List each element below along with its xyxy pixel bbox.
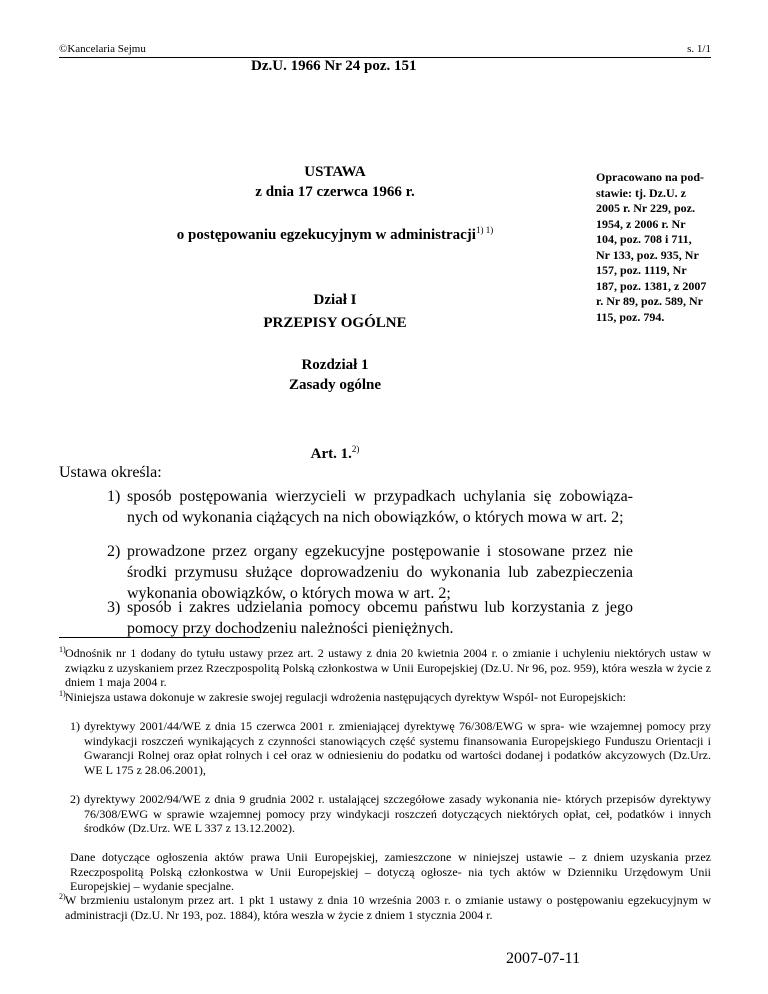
footnote-1: 1) Odnośnik nr 1 dodany do tytułu ustawy przez art. 2 ustawy z dnia 20 kwietnia 2004 r. o zmianie i uchyleniu niektórych ustaw w związku z uzyskaniem przez Rzeczpospolitą Polską członkostwa w Unii Europejskiej (Dz.U. Nr 96, poz. 959), która weszła w życie z dniem 1 maja 2004 r. bbox=[59, 645, 712, 689]
journal-reference: Dz.U. 1966 Nr 24 poz. 151 bbox=[251, 58, 417, 74]
directive-number: 1) bbox=[70, 719, 80, 733]
chapter-name: Zasady ogólne bbox=[288, 377, 382, 393]
footnote-marker: 1) bbox=[59, 689, 66, 698]
side-note-line: Opracowano na pod- bbox=[596, 170, 705, 184]
item-text: prowadzone przez organy egzekucyjne postępowanie i stosowane przez nie środki przymusu służące doprowadzeniu do wykonania lub zabezpieczenia wykonania obowiązków, o których mowa w art. 2; bbox=[127, 543, 633, 602]
side-note-line: r. Nr 89, poz. 589, Nr bbox=[596, 294, 703, 308]
footnote-marker: 1) bbox=[59, 645, 66, 654]
side-note bbox=[596, 170, 736, 325]
directive-number: 2) bbox=[70, 792, 80, 806]
act-subject-footnote-refs: 1) 1) bbox=[475, 225, 494, 235]
item-text: sposób i zakres udzielania pomocy obcemu państwu lub korzystania z jego pomocy przy dochodzeniu należności pieniężnych. bbox=[127, 599, 633, 637]
item-number: 3) bbox=[107, 599, 121, 616]
act-type: USTAWA bbox=[304, 164, 366, 180]
header-publisher: ©Kancelaria Sejmu bbox=[59, 43, 146, 55]
side-note-line: 2005 r. Nr 229, poz. bbox=[596, 201, 695, 215]
side-note-line: 157, poz. 1119, Nr bbox=[596, 263, 687, 277]
footnote-directive-2 bbox=[70, 792, 711, 836]
article-footnote-ref: 2) bbox=[351, 444, 360, 454]
footer-date: 2007-07-11 bbox=[506, 950, 581, 967]
section-label: Dział I bbox=[313, 292, 357, 308]
directive-text: dyrektywy 2002/94/WE z dnia 9 grudnia 2002 r. ustalającej szczegółowe zasady wykonania nie- których przepisów dyrektywy 76/308/EWG w sprawie wzajemnej pomocy przy windykacji roszczeń dotyczących niektórych opłat, ceł, podatków i innych środków (Dz.Urz. WE L 337 z 13.12.2002). bbox=[84, 792, 712, 835]
article-item-1 bbox=[107, 486, 633, 528]
item-text: sposób postępowania wierzycieli w przypadkach uchylania się zobowiąza- nych od wykonania ciążących na nich obowiązków, o których mowa w art. 2; bbox=[127, 488, 633, 526]
footnote-3: 2) W brzmieniu ustalonym przez art. 1 pkt 1 ustawy z dnia 10 września 2003 r. o zmianie ustawy o postępowaniu egzekucyjnym w administracji (Dz.U. Nr 193, poz. 1884), która weszła w życie z dniem 1 stycznia 2004 r. bbox=[59, 892, 711, 922]
article-item-3 bbox=[107, 597, 633, 639]
footnote-publication-note: Dane dotyczące ogłoszenia aktów prawa Unii Europejskiej, zamieszczone w niniejszej ustawie – z dniem uzyskania przez Rzeczpospolitą Polską członkostwa w Unii Europejskiej – dotyczą ogłosze- nia tych aktów w Dzienniku Urzędowym Unii Europejskiej – wydanie specjalne. bbox=[70, 850, 712, 893]
footnote-directive-1 bbox=[70, 719, 711, 777]
article-item-2 bbox=[107, 541, 633, 604]
act-subject: o postępowaniu egzekucyjnym w administracji bbox=[176, 227, 476, 243]
side-note-line: 104, poz. 708 i 711, bbox=[596, 232, 692, 246]
article-intro: Ustawa określa: bbox=[59, 464, 162, 481]
footnote-separator bbox=[59, 637, 260, 638]
footnote-2: 1) Niniejsza ustawa dokonuje w zakresie swojej regulacji wdrożenia następujących dyrektyw Wspól- not Europejskich: bbox=[59, 689, 626, 704]
side-note-line: 187, poz. 1381, z 2007 bbox=[596, 278, 707, 293]
side-note-line: Nr 133, poz. 935, Nr bbox=[596, 247, 699, 262]
side-note-line: 115, poz. 794. bbox=[596, 309, 665, 324]
chapter-label: Rozdział 1 bbox=[301, 357, 369, 373]
article-heading bbox=[170, 446, 500, 463]
item-number: 1) bbox=[107, 488, 121, 505]
section-name: PRZEPISY OGÓLNE bbox=[263, 315, 407, 331]
page-number: s. 1/1 bbox=[687, 43, 711, 55]
act-date: z dnia 17 czerwca 1966 r. bbox=[255, 184, 415, 200]
directive-text: dyrektywy 2001/44/WE z dnia 15 czerwca 2001 r. zmieniającej dyrektywę 76/308/EWG w spra- wie wzajemnej pomocy przy windykacji roszczeń wynikających z czynności stanowiących część systemu finansowania Europejskiego Funduszu Orientacji i Gwarancji Rolnej oraz opłat rolnych i ceł oraz w odniesieniu do podatku od wartości dodanej i podatków akcyzowych (Dz.Urz. WE L 175 z 28.06.2001), bbox=[84, 719, 712, 777]
side-note-line: stawie: tj. Dz.U. z bbox=[596, 185, 686, 200]
footnote-marker: 2) bbox=[59, 892, 66, 901]
article-label: Art. 1. bbox=[310, 446, 352, 462]
act-title bbox=[150, 227, 520, 244]
item-number: 2) bbox=[107, 543, 121, 560]
side-note-line: 1954, z 2006 r. Nr bbox=[596, 216, 686, 231]
